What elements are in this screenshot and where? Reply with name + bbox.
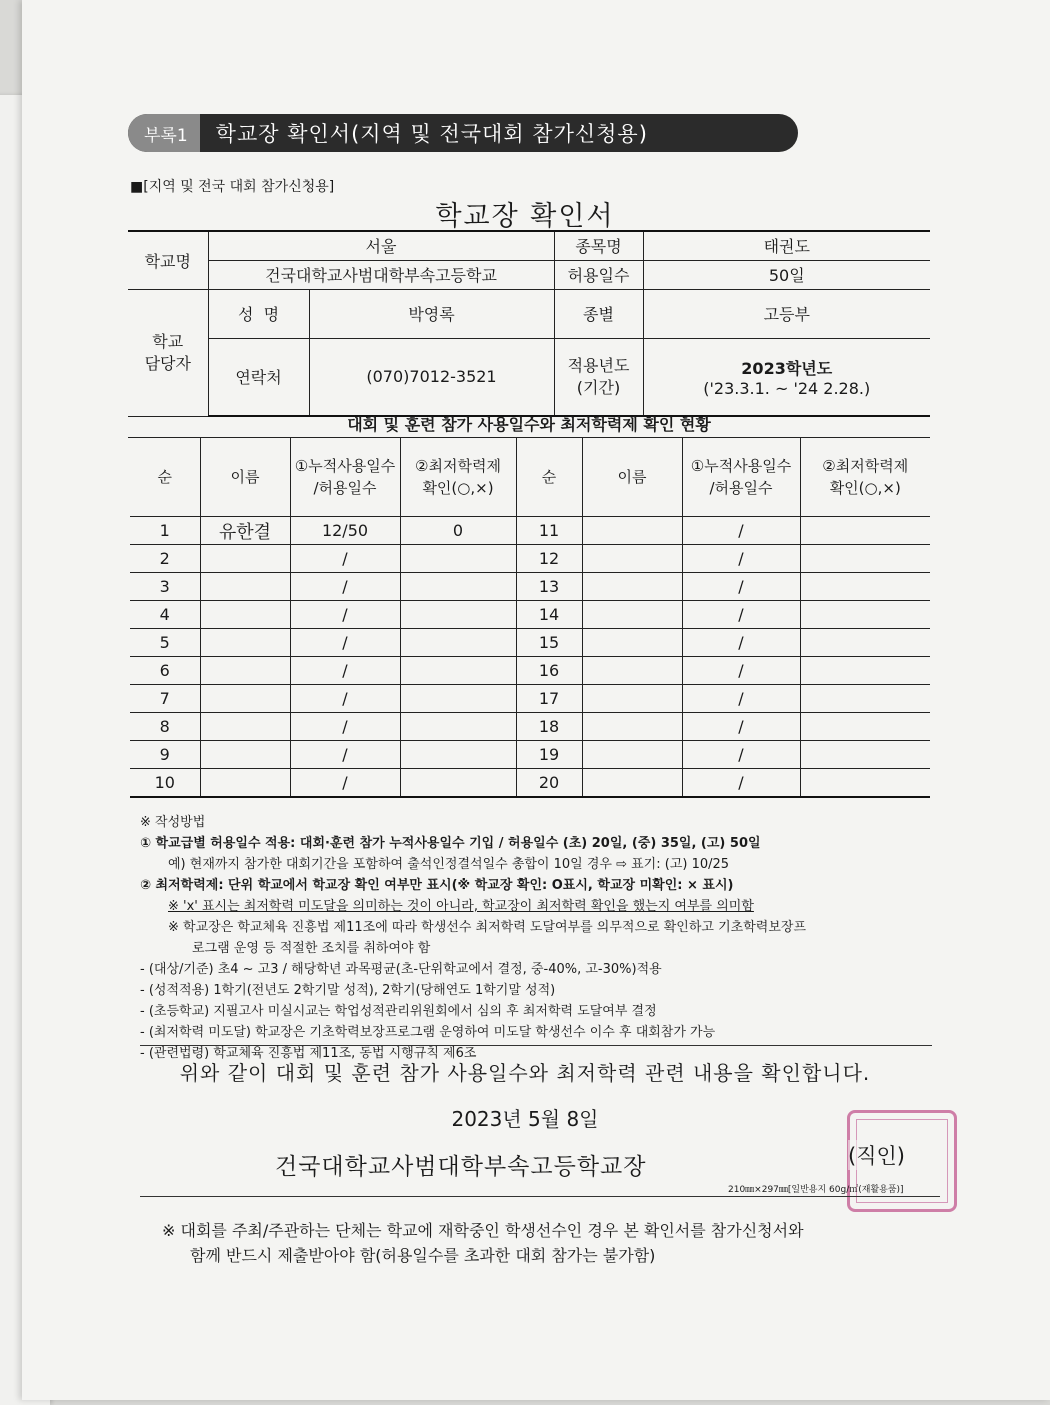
row-no: 12 xyxy=(516,545,582,573)
table-row xyxy=(130,545,930,573)
table-row xyxy=(130,629,930,657)
row-days: / xyxy=(682,517,800,545)
header-name: 이름 xyxy=(200,438,290,517)
note-1: ① 학교급별 허용일수 적용: 대회·훈련 참가 누적사용일수 기입 / 허용일수 (초) 20일, (중) 35일, (고) 50일 xyxy=(140,836,761,851)
row-name xyxy=(582,713,682,741)
row-days: / xyxy=(290,601,400,629)
row-days: / xyxy=(290,713,400,741)
name-label: 성 명 xyxy=(208,289,309,338)
row-name xyxy=(582,545,682,573)
detail-3: - (초등학교) 지필고사 미실시교는 학업성적관리위원회에서 심의 후 최저학력 도달여부 결정 xyxy=(140,1004,657,1019)
row-name xyxy=(582,741,682,769)
note-2-a: ※ 'x' 표시는 최저학력 미도달을 의미하는 것이 아니라, 학교장이 최저학력 확인을 했는지 여부를 의미함 xyxy=(168,899,754,914)
row-name xyxy=(200,657,290,685)
row-check xyxy=(400,741,516,769)
note-2: ② 최저학력제: 단위 학교에서 학교장 확인 여부만 표시(※ 학교장 확인: O표시, 학교장 미확인: × 표시) xyxy=(140,878,734,893)
row-no: 13 xyxy=(516,573,582,601)
footer-note xyxy=(162,1218,932,1268)
row-days: / xyxy=(290,629,400,657)
row-name xyxy=(582,657,682,685)
row-days: / xyxy=(682,741,800,769)
row-name xyxy=(582,769,682,798)
row-name xyxy=(200,713,290,741)
row-name xyxy=(582,629,682,657)
row-name xyxy=(200,629,290,657)
table-row xyxy=(130,601,930,629)
category-label: 종별 xyxy=(554,289,643,338)
row-days: / xyxy=(290,769,400,798)
notes-heading: ※ 작성방법 xyxy=(140,815,206,830)
row-name xyxy=(582,573,682,601)
row-check xyxy=(800,713,930,741)
appendix-tag: 부록1 xyxy=(128,114,200,152)
row-no: 19 xyxy=(516,741,582,769)
note-2-b1: ※ 학교장은 학교체육 진흥법 제11조에 따라 학생선수 최저학력 도달여부를 의무적으로 확인하고 기초학력보장프 xyxy=(168,920,807,935)
event-value: 태권도 xyxy=(643,231,930,260)
detail-4: - (최저학력 미도달) 학교장은 기초학력보장프로그램 운영하여 미도달 학생선수 이수 후 대회참가 가능 xyxy=(140,1025,716,1040)
confirmation-statement: 위와 같이 대회 및 훈련 참가 사용일수와 최저학력 관련 내용을 확인합니다. xyxy=(179,1061,871,1085)
row-days: 12/50 xyxy=(290,517,400,545)
row-no: 2 xyxy=(130,545,200,573)
row-days: / xyxy=(682,573,800,601)
school-label: 학교명 xyxy=(128,231,208,289)
document-title: 학교장 확인서 xyxy=(435,201,615,232)
allowed-days-value: 50일 xyxy=(643,260,930,289)
allowed-days-label: 허용일수 xyxy=(554,260,643,289)
row-check xyxy=(400,769,516,798)
row-no: 8 xyxy=(130,713,200,741)
row-name xyxy=(200,685,290,713)
row-name xyxy=(200,573,290,601)
row-check xyxy=(800,573,930,601)
banner-title: 학교장 확인서(지역 및 전국대회 참가신청용) xyxy=(215,122,648,146)
row-name xyxy=(200,545,290,573)
row-check xyxy=(400,685,516,713)
contact-value: (070)7012-3521 xyxy=(309,338,554,416)
header-days-right: ①누적사용일수 /허용일수 xyxy=(682,438,800,517)
header-no-right: 순 xyxy=(516,438,582,517)
detail-1: - (대상/기준) 초4 ~ 고3 / 해당학년 과목평균(초-단위학교에서 결정, 중-40%, 고-30%)적용 xyxy=(140,962,662,977)
row-check xyxy=(400,573,516,601)
header-days: ①누적사용일수 /허용일수 xyxy=(290,438,400,517)
row-days: / xyxy=(290,741,400,769)
table-row xyxy=(130,741,930,769)
row-name xyxy=(582,601,682,629)
row-check xyxy=(800,685,930,713)
row-days: / xyxy=(290,545,400,573)
row-name xyxy=(582,685,682,713)
row-check xyxy=(400,601,516,629)
row-days: / xyxy=(682,769,800,798)
row-no: 9 xyxy=(130,741,200,769)
note-2-b2: 로그램 운영 등 적절한 조치를 취하여야 함 xyxy=(192,941,431,956)
staff-label: 학교 담당자 xyxy=(128,289,208,416)
row-check xyxy=(800,769,930,798)
row-no: 5 xyxy=(130,629,200,657)
table-row xyxy=(130,517,930,545)
row-name xyxy=(200,741,290,769)
row-check xyxy=(400,713,516,741)
row-check xyxy=(800,629,930,657)
row-days: / xyxy=(682,545,800,573)
row-name xyxy=(200,769,290,798)
row-days: / xyxy=(682,601,800,629)
staff-name: 박영록 xyxy=(309,289,554,338)
row-name xyxy=(200,601,290,629)
row-no: 15 xyxy=(516,629,582,657)
header-check-right: ②최저학력제 확인(○,×) xyxy=(800,438,930,517)
row-name xyxy=(582,517,682,545)
appendix-banner xyxy=(128,114,798,152)
row-no: 20 xyxy=(516,769,582,798)
row-name: 유한결 xyxy=(200,517,290,545)
divider xyxy=(140,1045,932,1046)
contact-label: 연락처 xyxy=(208,338,309,416)
row-check xyxy=(800,657,930,685)
footer-line-2: 함께 반드시 제출받아야 함(허용일수를 초과한 대회 참가는 불가함) xyxy=(190,1246,656,1265)
row-no: 18 xyxy=(516,713,582,741)
row-check xyxy=(400,545,516,573)
table-row xyxy=(130,685,930,713)
school-region: 서울 xyxy=(208,231,554,260)
row-days: / xyxy=(290,685,400,713)
event-label: 종목명 xyxy=(554,231,643,260)
row-check: 0 xyxy=(400,517,516,545)
period-label: 적용년도 (기간) xyxy=(554,338,643,416)
row-no: 6 xyxy=(130,657,200,685)
row-check xyxy=(800,601,930,629)
header-check: ②최저학력제 확인(○,×) xyxy=(400,438,516,517)
row-no: 14 xyxy=(516,601,582,629)
table-row xyxy=(130,657,930,685)
stamp-label: (직인) xyxy=(848,1140,905,1170)
row-no: 10 xyxy=(130,769,200,798)
table-row xyxy=(130,573,930,601)
header-name-right: 이름 xyxy=(582,438,682,517)
note-1-example: 예) 현재까지 참가한 대회기간을 포함하여 출석인정결석일수 총합이 10일 경우 ⇨ 표기: (고) 10/25 xyxy=(168,857,730,872)
detail-2: - (성적적용) 1학기(전년도 2학기말 성적), 2학기(당해연도 1학기말 성적) xyxy=(140,983,556,998)
period-range: ('23.3.1. ~ '24 2.28.) xyxy=(703,378,871,398)
school-info-table xyxy=(128,230,930,417)
paper-spec: 210㎜×297㎜[일반용지 60g/㎡(재활용품)] xyxy=(728,1185,904,1195)
row-check xyxy=(800,545,930,573)
row-days: / xyxy=(682,629,800,657)
row-check xyxy=(800,517,930,545)
divider-bottom xyxy=(140,1196,940,1197)
table-row xyxy=(130,713,930,741)
row-days: / xyxy=(682,713,800,741)
table-row xyxy=(130,769,930,798)
row-days: / xyxy=(290,573,400,601)
row-check xyxy=(400,629,516,657)
usage-table xyxy=(130,437,930,798)
row-no: 16 xyxy=(516,657,582,685)
row-no: 1 xyxy=(130,517,200,545)
row-no: 17 xyxy=(516,685,582,713)
principal-title: 건국대학교사범대학부속고등학교장 xyxy=(275,1154,647,1180)
row-days: / xyxy=(682,685,800,713)
detail-5: - (관련법령) 학교체육 진흥법 제11조, 동법 시행규칙 제6조 xyxy=(140,1046,477,1061)
category-value: 고등부 xyxy=(643,289,930,338)
row-check xyxy=(400,657,516,685)
period-year: 2023학년도 xyxy=(741,358,833,378)
school-name: 건국대학교사범대학부속고등학교 xyxy=(208,260,554,289)
row-days: / xyxy=(682,657,800,685)
row-no: 11 xyxy=(516,517,582,545)
section-title: 대회 및 훈련 참가 사용일수와 최저학력제 확인 현황 xyxy=(128,412,930,438)
footer-line-1: ※ 대회를 주최/주관하는 단체는 학교에 재학중인 학생선수인 경우 본 확인서를 참가신청서와 xyxy=(162,1221,804,1240)
form-type-label: ■[지역 및 전국 대회 참가신청용] xyxy=(130,179,335,195)
row-days: / xyxy=(290,657,400,685)
issue-date: 2023년 5월 8일 xyxy=(451,1107,599,1131)
row-no: 3 xyxy=(130,573,200,601)
instructions xyxy=(140,812,930,1064)
row-check xyxy=(800,741,930,769)
header-no: 순 xyxy=(130,438,200,517)
row-no: 4 xyxy=(130,601,200,629)
period-cell xyxy=(643,338,930,416)
row-no: 7 xyxy=(130,685,200,713)
